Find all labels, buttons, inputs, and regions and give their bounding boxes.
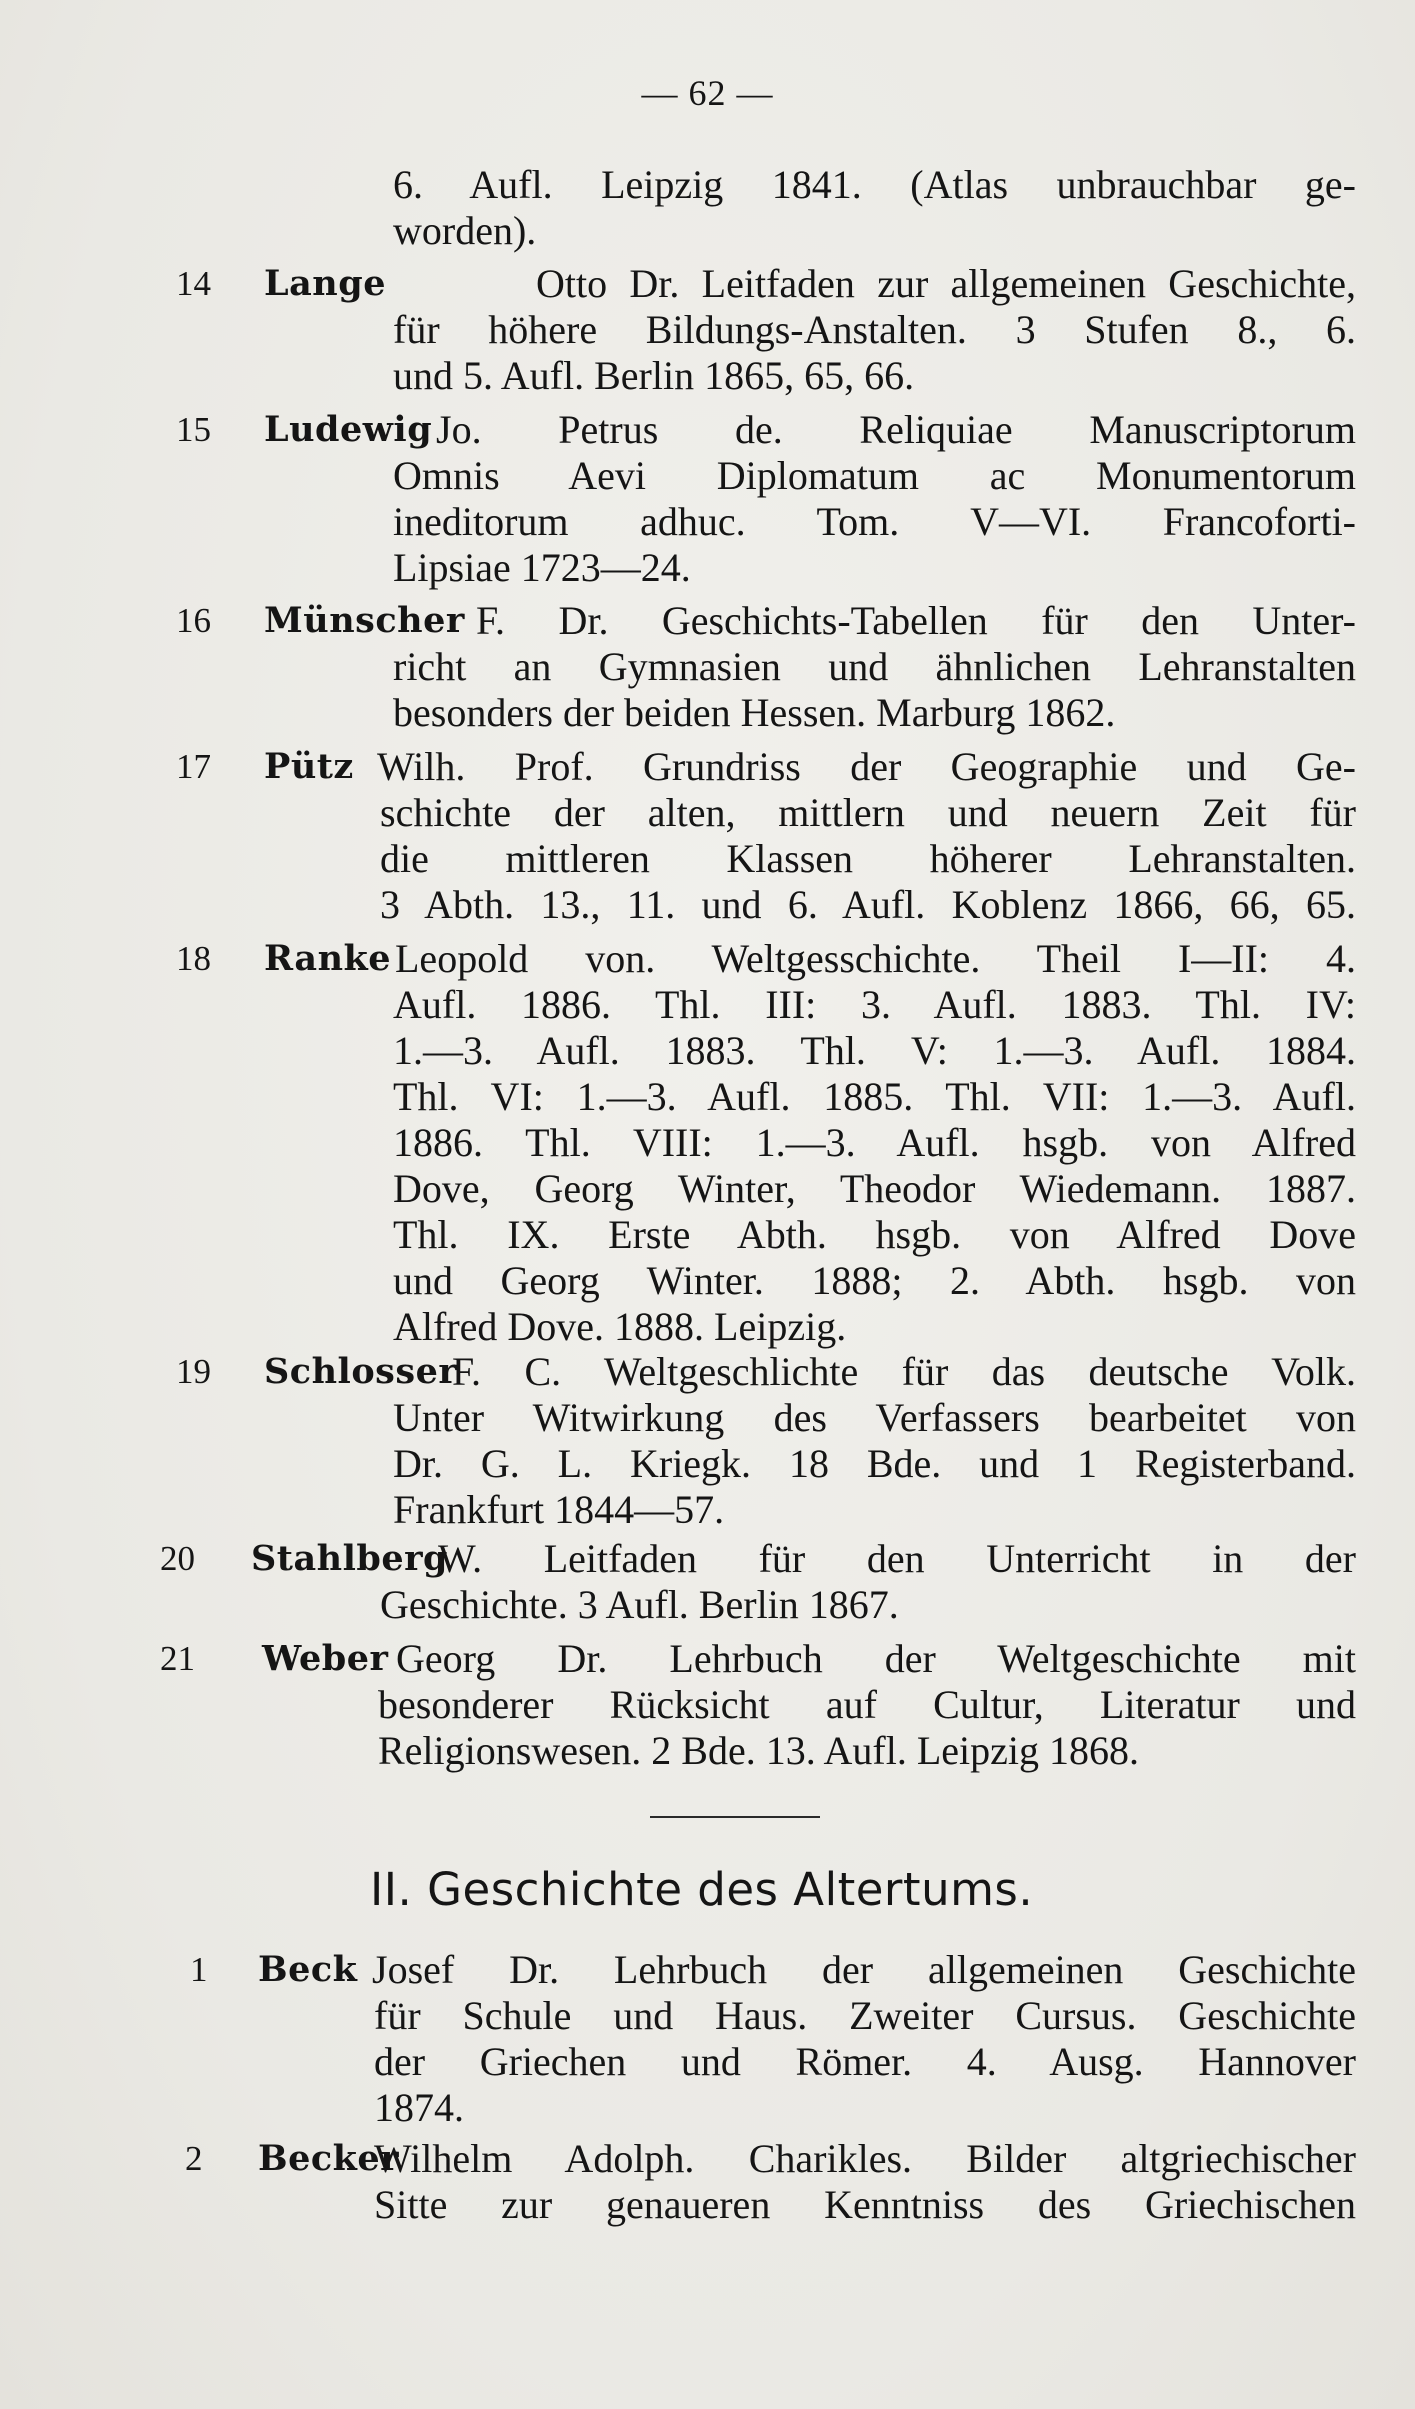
entry-number: 18 bbox=[176, 939, 211, 978]
entry-line: Lipsiae 1723—24. bbox=[393, 545, 691, 590]
entry-line: W. Leitfaden für den Unterricht in der bbox=[438, 1536, 1356, 1581]
entry-line: Unter Witwirkung des Verfassers bearbeitet von bbox=[393, 1395, 1356, 1440]
entry-line: Frankfurt 1844—57. bbox=[393, 1487, 725, 1532]
entry-line: Josef Dr. Lehrbuch der allgemeinen Geschichte bbox=[372, 1947, 1356, 1992]
entry-author: Schlosser bbox=[264, 1351, 458, 1392]
entry-line: Thl. IX. Erste Abth. hsgb. von Alfred Dove bbox=[393, 1212, 1356, 1257]
entry-line: Otto Dr. Leitfaden zur allgemeinen Geschichte, bbox=[536, 261, 1356, 306]
entry-number: 16 bbox=[176, 601, 211, 640]
entry-line: Leopold von. Weltgesschichte. Theil I—II: 4. bbox=[395, 936, 1356, 981]
entry-author: Ranke bbox=[264, 938, 392, 979]
entry-line: Jo. Petrus de. Reliquiae Manuscriptorum bbox=[436, 407, 1356, 452]
entry-author: Ludewig bbox=[264, 409, 433, 450]
entry-line: richt an Gymnasien und ähnlichen Lehranstalten bbox=[393, 644, 1356, 689]
entry-line: besonders der beiden Hessen. Marburg 1862. bbox=[393, 690, 1116, 735]
entry-line: F. Dr. Geschichts-Tabellen für den Unter- bbox=[476, 598, 1356, 643]
entry-author: Becker bbox=[258, 2138, 400, 2179]
entry-line: Dr. G. L. Kriegk. 18 Bde. und 1 Registerband. bbox=[393, 1441, 1356, 1486]
entry-line: Religionswesen. 2 Bde. 13. Aufl. Leipzig 1868. bbox=[378, 1728, 1140, 1773]
entry-author: Pütz bbox=[264, 746, 354, 787]
entry-line: Geschichte. 3 Aufl. Berlin 1867. bbox=[380, 1582, 899, 1627]
entry-author: Beck bbox=[258, 1949, 358, 1990]
entry-number: 20 bbox=[160, 1539, 195, 1578]
entry-line: für Schule und Haus. Zweiter Cursus. Geschichte bbox=[374, 1993, 1356, 2038]
entry-line: Dove, Georg Winter, Theodor Wiedemann. 1887. bbox=[393, 1166, 1356, 1211]
entry-author: Münscher bbox=[264, 600, 465, 641]
entry-author: Weber bbox=[262, 1638, 389, 1679]
entry-line: Sitte zur genaueren Kenntniss des Griechischen bbox=[374, 2182, 1356, 2227]
entry-line: ineditorum adhuc. Tom. V—VI. Francoforti- bbox=[393, 499, 1356, 544]
entry-number: 21 bbox=[160, 1639, 195, 1678]
entry-line: schichte der alten, mittlern und neuern Zeit für bbox=[380, 790, 1356, 835]
entry-number: 19 bbox=[176, 1352, 211, 1391]
entry-author: Lange bbox=[264, 263, 386, 304]
entry-line: 1886. Thl. VIII: 1.—3. Aufl. hsgb. von Alfred bbox=[393, 1120, 1356, 1165]
entry-number: 1 bbox=[190, 1950, 208, 1989]
entry-line: 1.—3. Aufl. 1883. Thl. V: 1.—3. Aufl. 1884. bbox=[393, 1028, 1356, 1073]
entry-number: 14 bbox=[176, 264, 211, 303]
page-number: — 62 — bbox=[641, 73, 774, 113]
entry-author: Stahlberg bbox=[251, 1538, 449, 1579]
entry-number: 15 bbox=[176, 410, 211, 449]
entry-line: Georg Dr. Lehrbuch der Weltgeschichte mit bbox=[396, 1636, 1356, 1681]
section-divider bbox=[650, 1816, 820, 1818]
entry-line: 3 Abth. 13., 11. und 6. Aufl. Koblenz 1866, 66, 65. bbox=[380, 882, 1356, 927]
entry-line: die mittleren Klassen höherer Lehranstalten. bbox=[380, 836, 1356, 881]
entry-line: der Griechen und Römer. 4. Ausg. Hannover bbox=[374, 2039, 1356, 2084]
entry-line: Omnis Aevi Diplomatum ac Monumentorum bbox=[393, 453, 1356, 498]
entry-line: 1874. bbox=[374, 2085, 464, 2130]
entry-line: und 5. Aufl. Berlin 1865, 65, 66. bbox=[393, 353, 915, 398]
entry-number: 17 bbox=[176, 747, 211, 786]
entry-line: Aufl. 1886. Thl. III: 3. Aufl. 1883. Thl. IV: bbox=[393, 982, 1356, 1027]
entry-line: besonderer Rücksicht auf Cultur, Literatur und bbox=[378, 1682, 1356, 1727]
section-heading: II. Geschichte des Altertums. bbox=[370, 1863, 1034, 1916]
entry-line: Wilh. Prof. Grundriss der Geographie und Ge- bbox=[377, 744, 1356, 789]
entry-line: und Georg Winter. 1888; 2. Abth. hsgb. von bbox=[393, 1258, 1356, 1303]
entry-line: für höhere Bildungs-Anstalten. 3 Stufen 8., 6. bbox=[393, 307, 1356, 352]
entry-line: F. C. Weltgeschlichte für das deutsche Volk. bbox=[452, 1349, 1356, 1394]
entry-line: 6. Aufl. Leipzig 1841. (Atlas unbrauchbar ge- bbox=[393, 162, 1356, 207]
entry-line: worden). bbox=[393, 208, 537, 253]
entry-line: Alfred Dove. 1888. Leipzig. bbox=[393, 1304, 847, 1349]
entry-number: 2 bbox=[185, 2139, 203, 2178]
entry-line: Wilhelm Adolph. Charikles. Bilder altgriechischer bbox=[374, 2136, 1356, 2181]
entry-line: Thl. VI: 1.—3. Aufl. 1885. Thl. VII: 1.—3. Aufl. bbox=[393, 1074, 1356, 1119]
